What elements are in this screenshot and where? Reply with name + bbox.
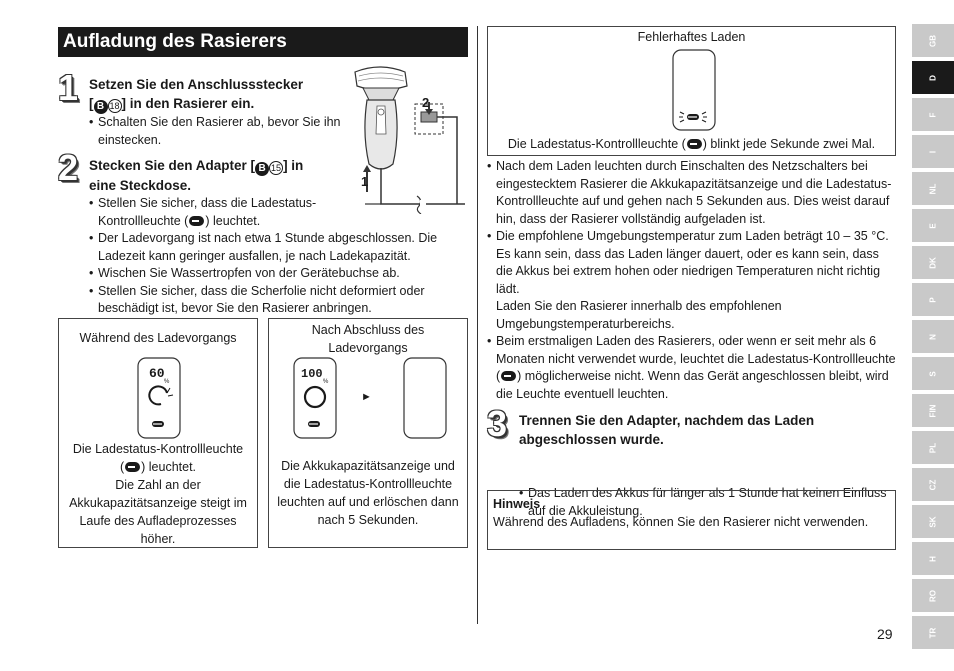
display-panel-full (293, 357, 337, 439)
b-badge-icon: B (255, 162, 269, 176)
step-2-title-end: eine Steckdose. (89, 178, 192, 193)
bullet-text: Kontrollleuchte ( (98, 213, 189, 228)
list-item (89, 195, 469, 230)
display-panel-blinking (672, 49, 716, 131)
percent-sign: % (164, 379, 170, 385)
lang-tab-label: S (928, 370, 938, 377)
lang-tab-label: NL (928, 183, 938, 194)
list-item: • Wischen Sie Wassertropfen von der Gerätebuchse ab. (89, 265, 469, 283)
bullet-text: ) leuchtet. (205, 213, 261, 228)
step-3-title: Trennen Sie den Adapter, nachdem das Laden abgeschlossen wurde. (519, 413, 815, 447)
lang-tab-p[interactable] (912, 283, 954, 316)
lang-tab-label: RO (928, 589, 938, 602)
ref-number-18: 18 (109, 101, 120, 111)
b-badge-icon: B (94, 100, 108, 114)
step-2-number: 2 (58, 147, 79, 188)
right-notes (487, 158, 897, 403)
lang-tab-label: TR (928, 627, 938, 638)
bullet-text: ) möglicherweise nicht. Wenn das Gerät angeschlossen bleibt, wird die Leuchte eventuell leuchten. (496, 369, 889, 401)
step-1-bullet: • Schalten Sie den Rasierer ab, bevor Sie ihn einstecken. (89, 114, 344, 149)
figure-label-2: 2 (422, 95, 430, 110)
step-2-bullets (89, 195, 469, 318)
ref-number-15: 15 (271, 163, 282, 173)
lang-tab-label: H (928, 555, 938, 562)
lang-tab-label: FIN (928, 404, 938, 417)
step-1-title-text: Setzen Sie den Anschlussstecker (89, 77, 304, 92)
box-after-charging (268, 318, 468, 548)
list-item: • Nach dem Laden leuchten durch Einschalten des Netzschalters bei eingestecktem Rasierer die Akkukapazitätsanzeige und die Ladestatus-Kontrollleuchte auf und gehen nach 5 Sekunden aus. Dies weist darauf hin, dass der Rasierer vollständig aufgeladen ist. (487, 158, 897, 228)
box-during-heading: Während des Ladevorgangs (79, 331, 237, 345)
box-error-heading: Fehlerhaftes Laden (637, 30, 746, 44)
column-divider (477, 26, 478, 624)
list-item: • Der Ladevorgang ist nach etwa 1 Stunde abgeschlossen. Die Ladezeit kann geringer ausfallen, je nach Ladekapazität. (89, 230, 469, 265)
step-3-number: 3 (487, 403, 508, 444)
lang-tab-label: D (928, 74, 938, 81)
lang-tab-label: CZ (928, 479, 938, 490)
note-text: Während des Aufladens, können Sie den Rasierer nicht verwenden. (493, 515, 869, 529)
arrow-right-icon: ► (361, 391, 372, 403)
charge-plug-icon (189, 216, 204, 226)
lang-tab-label: PL (928, 442, 938, 453)
step-2-title (89, 156, 339, 195)
lang-tab-n[interactable] (912, 320, 954, 353)
bullet-text: Stellen Sie sicher, dass die Ladestatus- (98, 196, 317, 210)
lang-tab-cz[interactable] (912, 468, 954, 501)
lang-tab-pl[interactable] (912, 431, 954, 464)
lang-tab-label: GB (928, 34, 938, 47)
box-after-heading: Nach Abschluss des Ladevorgangs (311, 323, 425, 355)
lang-tab-tr[interactable] (912, 616, 954, 649)
lang-tab-sk[interactable] (912, 505, 954, 538)
box-during-text (61, 440, 255, 548)
lang-tab-label: SK (928, 515, 938, 528)
paren-open: ( (119, 460, 125, 474)
display-panel-off (403, 357, 447, 439)
step-2-title-text: Stecken Sie den Adapter [ (89, 158, 256, 173)
lang-tab-nl[interactable] (912, 172, 954, 205)
list-item: • Stellen Sie sicher, dass die Scherfolie nicht deformiert oder beschädigt ist, bevor Sie den Rasierer anbringen. (89, 283, 469, 318)
box-after-text: Die Akkukapazitätsanzeige und die Ladestatus-Kontrollleuchte leuchten auf und erlöschen dann nach 5 Sekunden. (277, 459, 459, 527)
list-item (487, 228, 897, 333)
lang-tab-gb[interactable] (912, 24, 954, 57)
step-3-bullet: • Das Laden des Akkus für länger als 1 Stunde hat keinen Einfluss auf die Akkuleistung. (519, 485, 889, 520)
lang-tab-label: E (928, 222, 938, 229)
list-item (487, 333, 897, 403)
box-error-caption-b: ) blinkt jede Sekunde zwei Mal. (702, 137, 876, 151)
box-error-caption (488, 135, 895, 153)
note-title: Hinweis (493, 497, 541, 511)
lang-tab-e[interactable] (912, 209, 954, 242)
charge-plug-icon (501, 371, 516, 381)
lang-tab-label: F (928, 112, 938, 117)
bullet-text: Beim erstmaligen Laden des Rasierers, oder wenn er seit mehr als 6 Monaten nicht verwendet wurde, leuchtet die Ladestatus-Kontrollleuchte ( (496, 334, 896, 383)
box-during-text-c: Die Zahl an der Akkukapazitätsanzeige steigt im Laufe des Aufladeprozesses höher. (69, 478, 247, 546)
step-2-title-mid: ] in (283, 158, 304, 173)
box-during-charging (58, 318, 258, 548)
step-1-number: 1 (58, 67, 79, 108)
lang-tab-label: N (928, 333, 938, 340)
lang-tab-f[interactable] (912, 98, 954, 131)
lang-tab-label: I (928, 150, 938, 153)
lang-tab-fin[interactable] (912, 394, 954, 427)
charge-plug-icon (125, 462, 140, 472)
lang-tab-i[interactable] (912, 135, 954, 168)
charge-plug-icon (687, 139, 702, 149)
lang-tab-d[interactable] (912, 61, 954, 94)
figure-label-1: 1 (361, 174, 369, 189)
step-1-title-end: ] in den Rasierer ein. (121, 96, 255, 111)
shaver-charging-figure (345, 64, 470, 214)
battery-value-text: 60 (149, 366, 165, 381)
display-panel-charging (137, 357, 181, 439)
box-faulty-charging (487, 26, 896, 156)
lang-tab-dk[interactable] (912, 246, 954, 279)
box-error-caption-a: Die Ladestatus-Kontrollleuchte ( (507, 137, 686, 151)
lang-tab-h[interactable] (912, 542, 954, 575)
battery-value-text: 100 (301, 367, 323, 381)
percent-sign: % (323, 379, 329, 385)
bullet-text: Laden Sie den Rasierer innerhalb des empfohlenen Umgebungstemperaturbereichs. (496, 299, 782, 331)
bracket-open: [ (89, 96, 94, 111)
page-number: 29 (877, 626, 893, 642)
lang-tab-ro[interactable] (912, 579, 954, 612)
section-title: Aufladung des Rasierers (58, 27, 468, 57)
lang-tab-s[interactable] (912, 357, 954, 390)
step-1-title (89, 75, 349, 114)
bullet-text: Die empfohlene Umgebungstemperatur zum Laden beträgt 10 – 35 °C. Es kann sein, dass das Laden länger dauert, oder es kann sein, dass die Akkus bei extrem hohen oder niedrigen Temperaturen nicht richtig lädt. (496, 229, 889, 296)
note-box (487, 490, 896, 550)
lang-tab-label: P (928, 296, 938, 303)
box-during-text-a: Die Ladestatus-Kontrollleuchte (72, 442, 244, 456)
lang-tab-label: DK (928, 256, 938, 269)
box-during-text-b: ) leuchtet. (141, 460, 197, 474)
